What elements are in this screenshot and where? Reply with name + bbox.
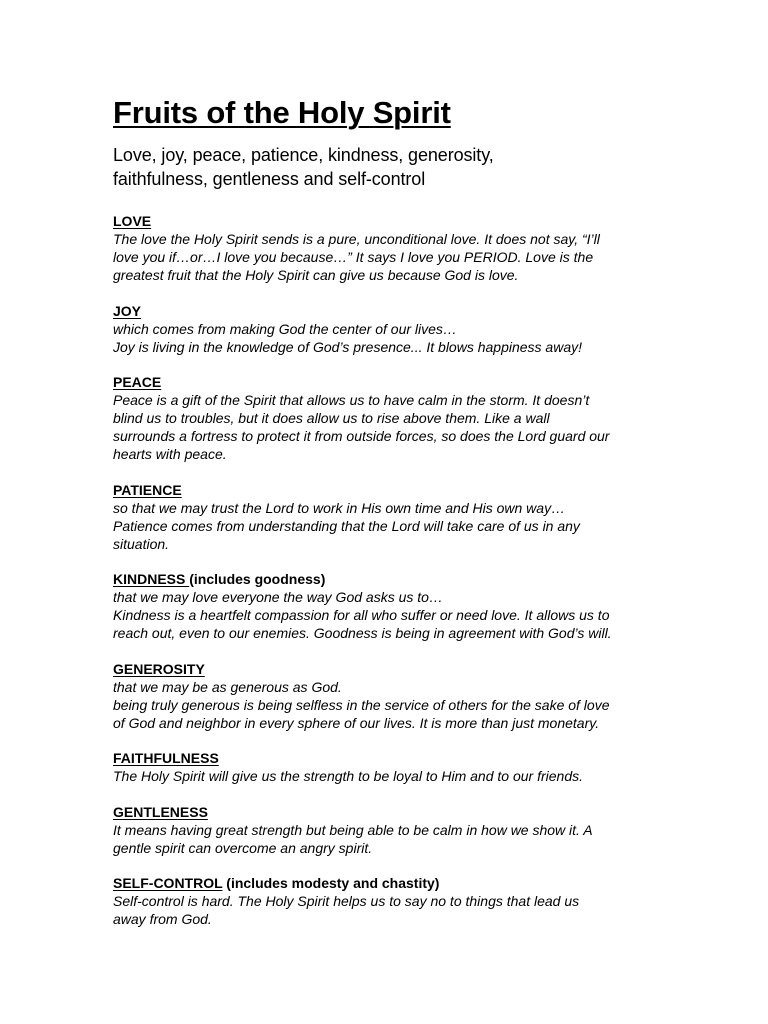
section-heading — [113, 212, 658, 230]
section-heading-main: JOY — [113, 302, 142, 319]
section-joy — [113, 302, 658, 356]
section-kindness — [113, 570, 658, 642]
section-heading — [113, 874, 658, 892]
body-line: Patience comes from understanding that the Lord will take care of us in any — [113, 517, 580, 534]
section-love — [113, 212, 658, 284]
section-heading-main: LOVE — [113, 213, 152, 229]
section-patience — [113, 481, 658, 553]
section-heading-main: GENEROSITY — [113, 660, 205, 677]
section-body — [113, 320, 658, 356]
subtitle — [113, 143, 658, 191]
body-line: Peace is a gift of the Spirit that allows us to have calm in the storm. It doesn’t — [113, 392, 590, 408]
section-body — [113, 821, 658, 857]
body-line: The Holy Spirit will give us the strength to be loyal to Him and to our friends. — [113, 768, 583, 784]
body-line: that we may love everyone the way God asks us to… — [113, 589, 443, 605]
section-faithfulness — [113, 749, 658, 785]
section-body — [113, 892, 658, 928]
section-heading-main: GENTLENESS — [113, 803, 208, 820]
section-body — [113, 588, 658, 642]
section-body — [113, 767, 658, 785]
body-line: It means having great strength but being able to be calm in how we show it. A — [113, 821, 593, 838]
section-heading — [113, 373, 658, 391]
section-generosity — [113, 660, 658, 732]
body-line: which comes from making God the center of our lives… — [113, 320, 457, 337]
section-peace — [113, 373, 658, 463]
body-line: greatest fruit that the Holy Spirit can give us because God is love. — [113, 267, 519, 283]
section-gentleness — [113, 803, 658, 857]
body-line: Kindness is a heartfelt compassion for all who suffer or need love. It allows us to — [113, 607, 610, 623]
body-line: hearts with peace. — [113, 446, 227, 462]
body-line: Self-control is hard. The Holy Spirit helps us to say no to things that lead us — [113, 893, 580, 909]
page-title: Fruits of the Holy Spirit — [113, 95, 451, 130]
body-line: surrounds a fortress to protect it from outside forces, so does the Lord guard our — [113, 428, 610, 444]
body-line: gentle spirit can overcome an angry spirit. — [113, 839, 373, 856]
section-heading — [113, 803, 658, 821]
section-heading-main: SELF-CONTROL — [113, 875, 223, 891]
body-line: so that we may trust the Lord to work in His own time and His own way… — [113, 499, 566, 516]
body-line: The love the Holy Spirit sends is a pure, unconditional love. It does not say, “I’ll — [113, 231, 600, 247]
subtitle-line: Love, joy, peace, patience, kindness, generosity, — [113, 145, 494, 165]
subtitle-line: faithfulness, gentleness and self-control — [113, 169, 426, 189]
section-self-control — [113, 874, 658, 928]
section-body — [113, 499, 658, 553]
section-heading-extra: (includes goodness) — [189, 571, 326, 587]
section-heading-main: PATIENCE — [113, 481, 182, 498]
body-line: Joy is living in the knowledge of God’s presence... It blows happiness away! — [113, 338, 582, 355]
section-heading-main: KINDNESS — [113, 571, 190, 587]
section-heading — [113, 481, 658, 499]
body-line: situation. — [113, 535, 170, 552]
body-line: reach out, even to our enemies. Goodness is being in agreement with God’s will. — [113, 625, 612, 641]
section-heading — [113, 570, 658, 588]
body-line: of God and neighbor in every sphere of our lives. It is more than just monetary. — [113, 714, 600, 731]
section-body — [113, 391, 658, 463]
body-line: away from God. — [113, 911, 212, 927]
section-heading — [113, 302, 658, 320]
document-page — [113, 95, 658, 946]
body-line: that we may be as generous as God. — [113, 678, 342, 695]
section-body — [113, 230, 658, 284]
section-heading-extra: (includes modesty and chastity) — [222, 875, 440, 891]
body-line: love you if…or…I love you because…” It says I love you PERIOD. Love is the — [113, 249, 594, 265]
section-heading — [113, 660, 658, 678]
fruit-sections — [113, 212, 658, 928]
section-heading-main: PEACE — [113, 374, 162, 390]
body-line: being truly generous is being selfless in the service of others for the sake of love — [113, 696, 610, 713]
body-line: blind us to troubles, but it does allow us to rise above them. Like a wall — [113, 410, 550, 426]
section-heading-main: FAITHFULNESS — [113, 750, 219, 766]
section-body — [113, 678, 658, 732]
section-heading — [113, 749, 658, 767]
